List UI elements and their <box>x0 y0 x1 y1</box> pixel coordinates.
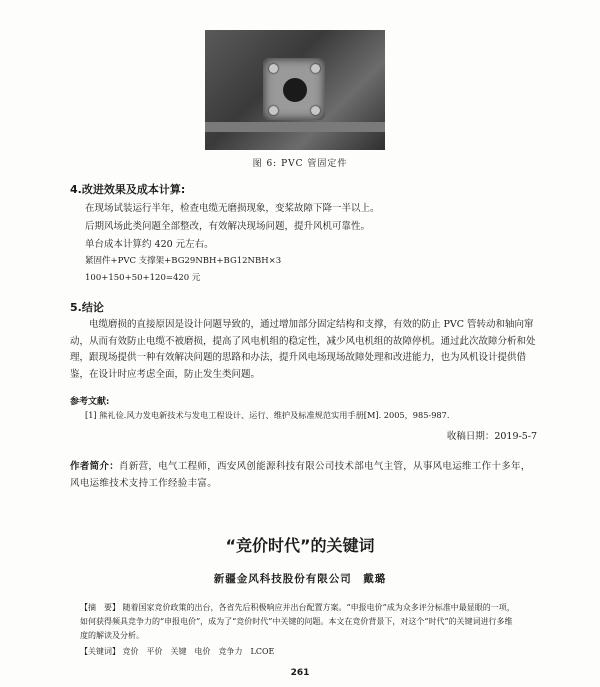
photo-bolt <box>269 64 278 73</box>
photo-pipe-opening <box>283 78 307 102</box>
keywords-label: 【关键词】 <box>80 647 120 656</box>
photo-rail <box>205 122 385 132</box>
section4-line: 后期风场此类问题全部整改，有效解决现场问题，提升风机可靠性。 <box>85 221 371 232</box>
keywords-text: 竞价 平价 关键 电价 竞争力 LCOE <box>122 647 275 656</box>
received-date: 收稿日期：2019-5-7 <box>446 431 537 442</box>
photo-bolt <box>311 64 320 73</box>
author-bio-text: 肖新营，电气工程师，西安风创能源科技有限公司技术部电气主管，从事风电运维工作十多年，风电运维技术支持工作经验丰富。 <box>70 461 531 489</box>
article-keywords <box>80 646 274 657</box>
section4-line: 在现场试装运行半年，检查电缆无磨损现象，变桨故障下降一半以上。 <box>85 203 380 214</box>
photo-bolt <box>311 106 320 115</box>
reference-item: [1] 熊礼俭.风力发电新技术与发电工程设计、运行、维护及标准规范实用手册[M]. 2005，985-987. <box>85 410 450 420</box>
abstract-label: 【摘 要】 <box>80 603 120 612</box>
photo-bolt <box>269 106 278 115</box>
author-bio <box>70 458 540 492</box>
section4-line: 100+150+50+120=420 元 <box>85 273 201 283</box>
article-byline: 新疆金风科技股份有限公司 戴璐 <box>213 573 387 585</box>
author-bio-label: 作者简介： <box>70 461 120 472</box>
abstract-text: 随着国家竞价政策的出台，各省先后积极响应并出台配置方案。“申报电价”成为众多评分标准中最显眼的一项，如何获得频具竞争力的“申报电价”，成为了“竞价时代”中关键的问题。本文在竞价背景下，对这个“时代”的关键词进行多维度的解读及分析。 <box>80 603 515 640</box>
section4-line: 紧固件+PVC 支撑架+BG29NBH+BG12NBH×3 <box>85 256 282 266</box>
references-title: 参考文献: <box>70 397 110 407</box>
section4-line: 单台成本计算约 420 元左右。 <box>85 239 214 250</box>
section4-heading: 4.改进效果及成本计算: <box>70 183 186 196</box>
article-title: “竞价时代”的关键词 <box>225 536 375 555</box>
section5-heading: 5.结论 <box>70 301 104 314</box>
figure-caption: 图 6: PVC 管固定件 <box>252 159 348 169</box>
figure-photo <box>205 30 385 150</box>
section5-body: 电缆磨损的直接原因是设计问题导致的，通过增加部分固定结构和支撑，有效的防止 PVC 管转动和轴向窜动，从而有效防止电缆不被磨损，提高了风电机组的稳定性，减少风电机组的故障停机。通过此次故障分析和处理，跟现场提供一种有效解决问题的思路和办法，提升风电场现场故障处理和改进能力，也为风机设计提供借鉴，在设计时应考虑全面，防止发生类问题。 <box>70 319 536 380</box>
page-number: 261 <box>290 668 310 678</box>
article-abstract <box>80 601 520 643</box>
